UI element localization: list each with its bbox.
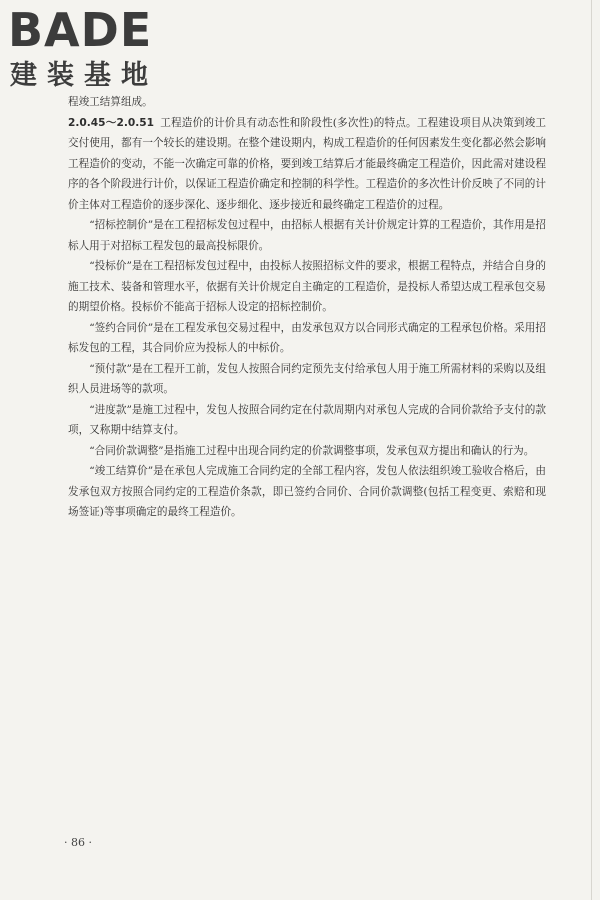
logo-subtitle-text: 建装基地	[10, 60, 158, 91]
clause-number: 2.0.45～2.0.51	[68, 116, 155, 129]
page-number: · 86 ·	[64, 836, 92, 849]
logo-brand-text: BADE	[8, 3, 153, 57]
document-body	[68, 92, 546, 523]
paragraph-price-adjustment: “合同价款调整”是指施工过程中出现合同约定的价款调整事项，发承包双方提出和确认的行为。	[89, 444, 535, 457]
paragraph-bid-control-price: “招标控制价”是在工程招标发包过程中，由招标人根据有关计价规定计算的工程造价，其作用是招标人用于对招标工程发包的最高投标限价。	[68, 219, 546, 252]
paragraph-tender-price: “投标价”是在工程招标发包过程中，由投标人按照招标文件的要求，根据工程特点，并结合自身的施工技术、装备和管理水平，依据有关计价规定自主确定的工程造价，是投标人希望达成工程承包交易的期望价格。投标价不能高于招标人设定的招标控制价。	[68, 260, 546, 313]
paragraph-contract-price: “签约合同价”是在工程发承包交易过程中，由发承包双方以合同形式确定的工程承包价格。采用招标发包的工程，其合同价应为投标人的中标价。	[68, 321, 546, 354]
clause-paragraph	[68, 113, 546, 216]
paragraph-progress-payment: “进度款”是施工过程中，发包人按照合同约定在付款周期内对承包人完成的合同价款给予支付的款项，又称期中结算支付。	[68, 403, 546, 436]
bade-logo	[8, 4, 178, 94]
paragraph-advance-payment: “预付款”是在工程开工前，发包人按照合同约定预先支付给承包人用于施工所需材料的采购以及组织人员进场等的款项。	[68, 362, 546, 395]
clause-text: 工程造价的计价具有动态性和阶段性(多次性)的特点。工程建设项目从决策到竣工交付使用，都有一个较长的建设期。在整个建设期内，构成工程造价的任何因素发生变化都必然会影响工程造价的变动，不能一次确定可靠的价格，要到竣工结算后才能最终确定工程造价，因此需对建设程序的各个阶段进行计价，以保证工程造价确定和控制的科学性。工程造价的多次性计价反映了不同的计价主体对工程造价的逐步深化、逐步细化、逐步接近和最终确定工程造价的过程。	[68, 116, 546, 211]
page-edge	[591, 0, 592, 900]
continued-line: 程竣工结算组成。	[68, 96, 153, 108]
paragraph-final-settlement: “竣工结算价”是在承包人完成施工合同约定的全部工程内容，发包人依法组织竣工验收合格后，由发承包双方按照合同约定的工程造价条款，即已签约合同价、合同价款调整(包括工程变更、索赔和现场签证)等事项确定的最终工程造价。	[68, 465, 546, 518]
